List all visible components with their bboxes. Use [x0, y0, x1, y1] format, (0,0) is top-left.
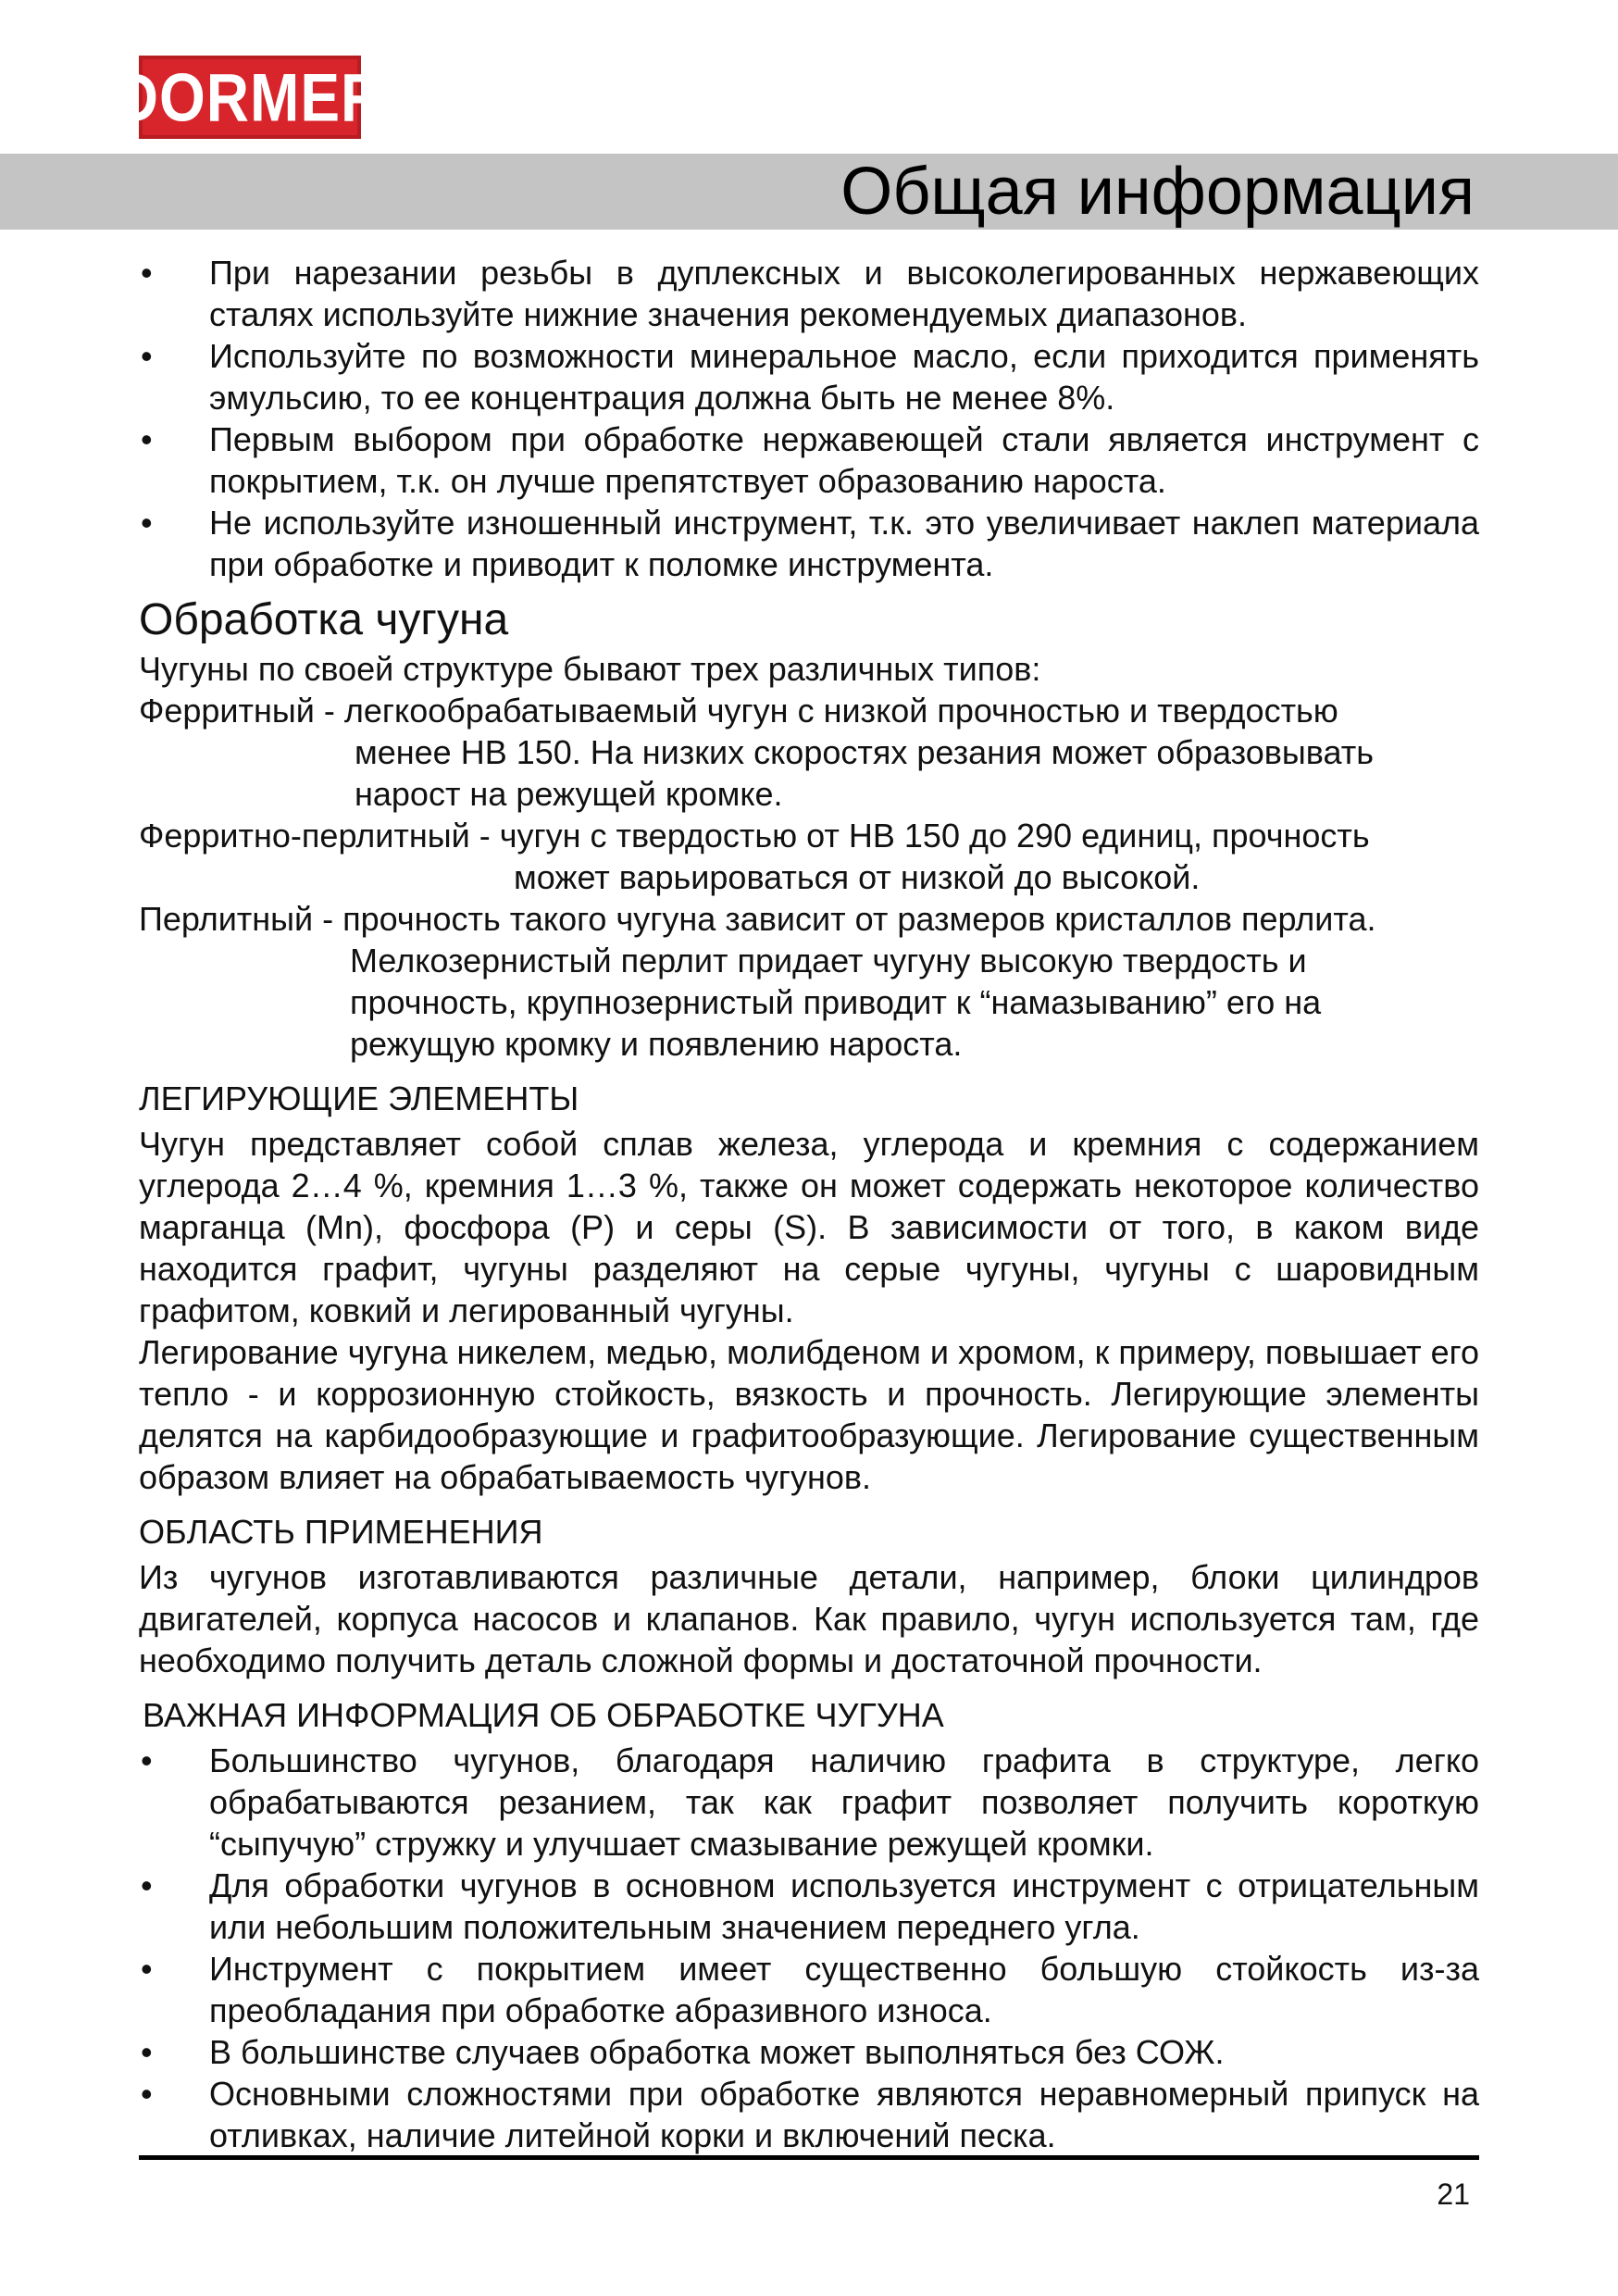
list-item: • Большинство чугунов, благодаря наличию графита в структуре, легко обрабатываются резанием, так как графит позволяет получить короткую “сыпучую” стружку и улучшает смазывание режущей кромки.	[141, 1741, 1479, 1863]
type-line: может варьироваться от низкой до высокой.	[514, 858, 1201, 896]
list-item: • Используйте по возможности минеральное масло, если приходится применять эмульсию, то ее концентрация должна быть не менее 8%.	[141, 337, 1479, 417]
bullet-icon: •	[141, 2033, 153, 2071]
type-term: Ферритно-перлитный -	[139, 817, 500, 855]
bullet-icon: •	[141, 254, 153, 292]
important-bullet-list	[139, 1740, 1479, 2156]
list-item: • Для обработки чугунов в основном используется инструмент с отрицательным или небольшим положительным значением переднего угла.	[141, 1866, 1479, 1946]
bullet-icon: •	[141, 504, 153, 542]
bullet-icon: •	[141, 420, 153, 458]
alloying-paragraph-2: Легирование чугуна никелем, медью, молибденом и хромом, к примеру, повышает его тепло - и коррозионную стойкость, вязкость и прочность. Легирующие элементы делятся на карбидообразующие и графитообразующие. Легирование существенным образом влияет на обрабатываемость чугунов.	[139, 1333, 1479, 1496]
bullet-icon: •	[141, 1741, 153, 1779]
type-ferritic-pearlitic	[139, 815, 1479, 898]
type-line: прочность, крупнозернистый приводит к “намазыванию” его на	[350, 983, 1322, 1021]
footer-divider	[139, 2155, 1479, 2160]
application-heading: ОБЛАСТЬ ПРИМЕНЕНИЯ	[139, 1513, 543, 1551]
stainless-bullet-list	[139, 252, 1479, 585]
bullet-icon: •	[141, 2075, 153, 2113]
logo-text: DORMER	[115, 58, 385, 136]
page-title: Общая информация	[840, 155, 1475, 229]
type-term: Ферритный -	[139, 692, 344, 730]
application-paragraph: Из чугунов изготавливаются различные детали, например, блоки цилиндров двигателей, корпуса насосов и клапанов. Как правило, чугун используется там, где необходимо получить деталь сложной формы и достаточной прочности.	[139, 1558, 1479, 1679]
type-line: режущую кромку и появлению нароста.	[350, 1025, 963, 1063]
bullet-icon: •	[141, 337, 153, 375]
type-line: Мелкозернистый перлит придает чугуну высокую твердость и	[350, 942, 1307, 980]
page-content	[139, 252, 1479, 2156]
alloying-heading: ЛЕГИРУЮЩИЕ ЭЛЕМЕНТЫ	[139, 1079, 579, 1117]
bullet-icon: •	[141, 1866, 153, 1904]
type-line: прочность такого чугуна зависит от размеров кристаллов перлита.	[342, 900, 1376, 938]
dormer-logo	[115, 56, 385, 139]
page-number: 21	[1437, 2177, 1470, 2211]
list-item: • Не используйте изношенный инструмент, т.к. это увеличивает наклеп материала при обработке и приводит к поломке инструмента.	[141, 504, 1479, 583]
cast-iron-intro: Чугуны по своей структуре бывают трех различных типов:	[139, 650, 1041, 688]
type-pearlitic	[139, 898, 1479, 1065]
list-item: • Инструмент с покрытием имеет существенно большую стойкость из-за преобладания при обработке абразивного износа.	[141, 1950, 1479, 2029]
bullet-icon: •	[141, 1950, 153, 1988]
type-line: легкообрабатываемый чугун с низкой прочностью и твердостью	[343, 692, 1338, 730]
type-term: Перлитный -	[139, 900, 343, 938]
type-ferritic	[139, 690, 1479, 815]
list-item: • При нарезании резьбы в дуплексных и высоколегированных нержавеющих сталях используйте нижние значения рекомендуемых диапазонов.	[141, 254, 1479, 333]
list-item: • В большинстве случаев обработка может выполняться без СОЖ.	[141, 2033, 1225, 2071]
important-heading: ВАЖНАЯ ИНФОРМАЦИЯ ОБ ОБРАБОТКЕ ЧУГУНА	[143, 1696, 944, 1734]
title-bar	[0, 154, 1618, 230]
cast-iron-heading: Обработка чугуна	[139, 595, 509, 644]
list-item: • Основными сложностями при обработке являются неравномерный припуск на отливках, наличие литейной корки и включений песка.	[141, 2075, 1479, 2154]
list-item: • Первым выбором при обработке нержавеющей стали является инструмент с покрытием, т.к. он лучше препятствует образованию нароста.	[141, 420, 1479, 500]
type-line: менее HB 150. На низких скоростях резания может образовывать	[355, 733, 1374, 771]
type-line: нарост на режущей кромке.	[355, 775, 783, 813]
alloying-paragraph-1: Чугун представляет собой сплав железа, углерода и кремния с содержанием углерода 2…4 %, кремния 1…3 %, также он может содержать некоторое количество марганца (Mn), фосфора (P) и серы (S). В зависимости от того, в каком виде находится графит, чугуны разделяют на серые чугуны, чугуны с шаровидным графитом, ковкий и легированный чугуны.	[139, 1125, 1479, 1329]
type-line: чугун с твердостью от HB 150 до 290 единиц, прочность	[499, 817, 1370, 855]
